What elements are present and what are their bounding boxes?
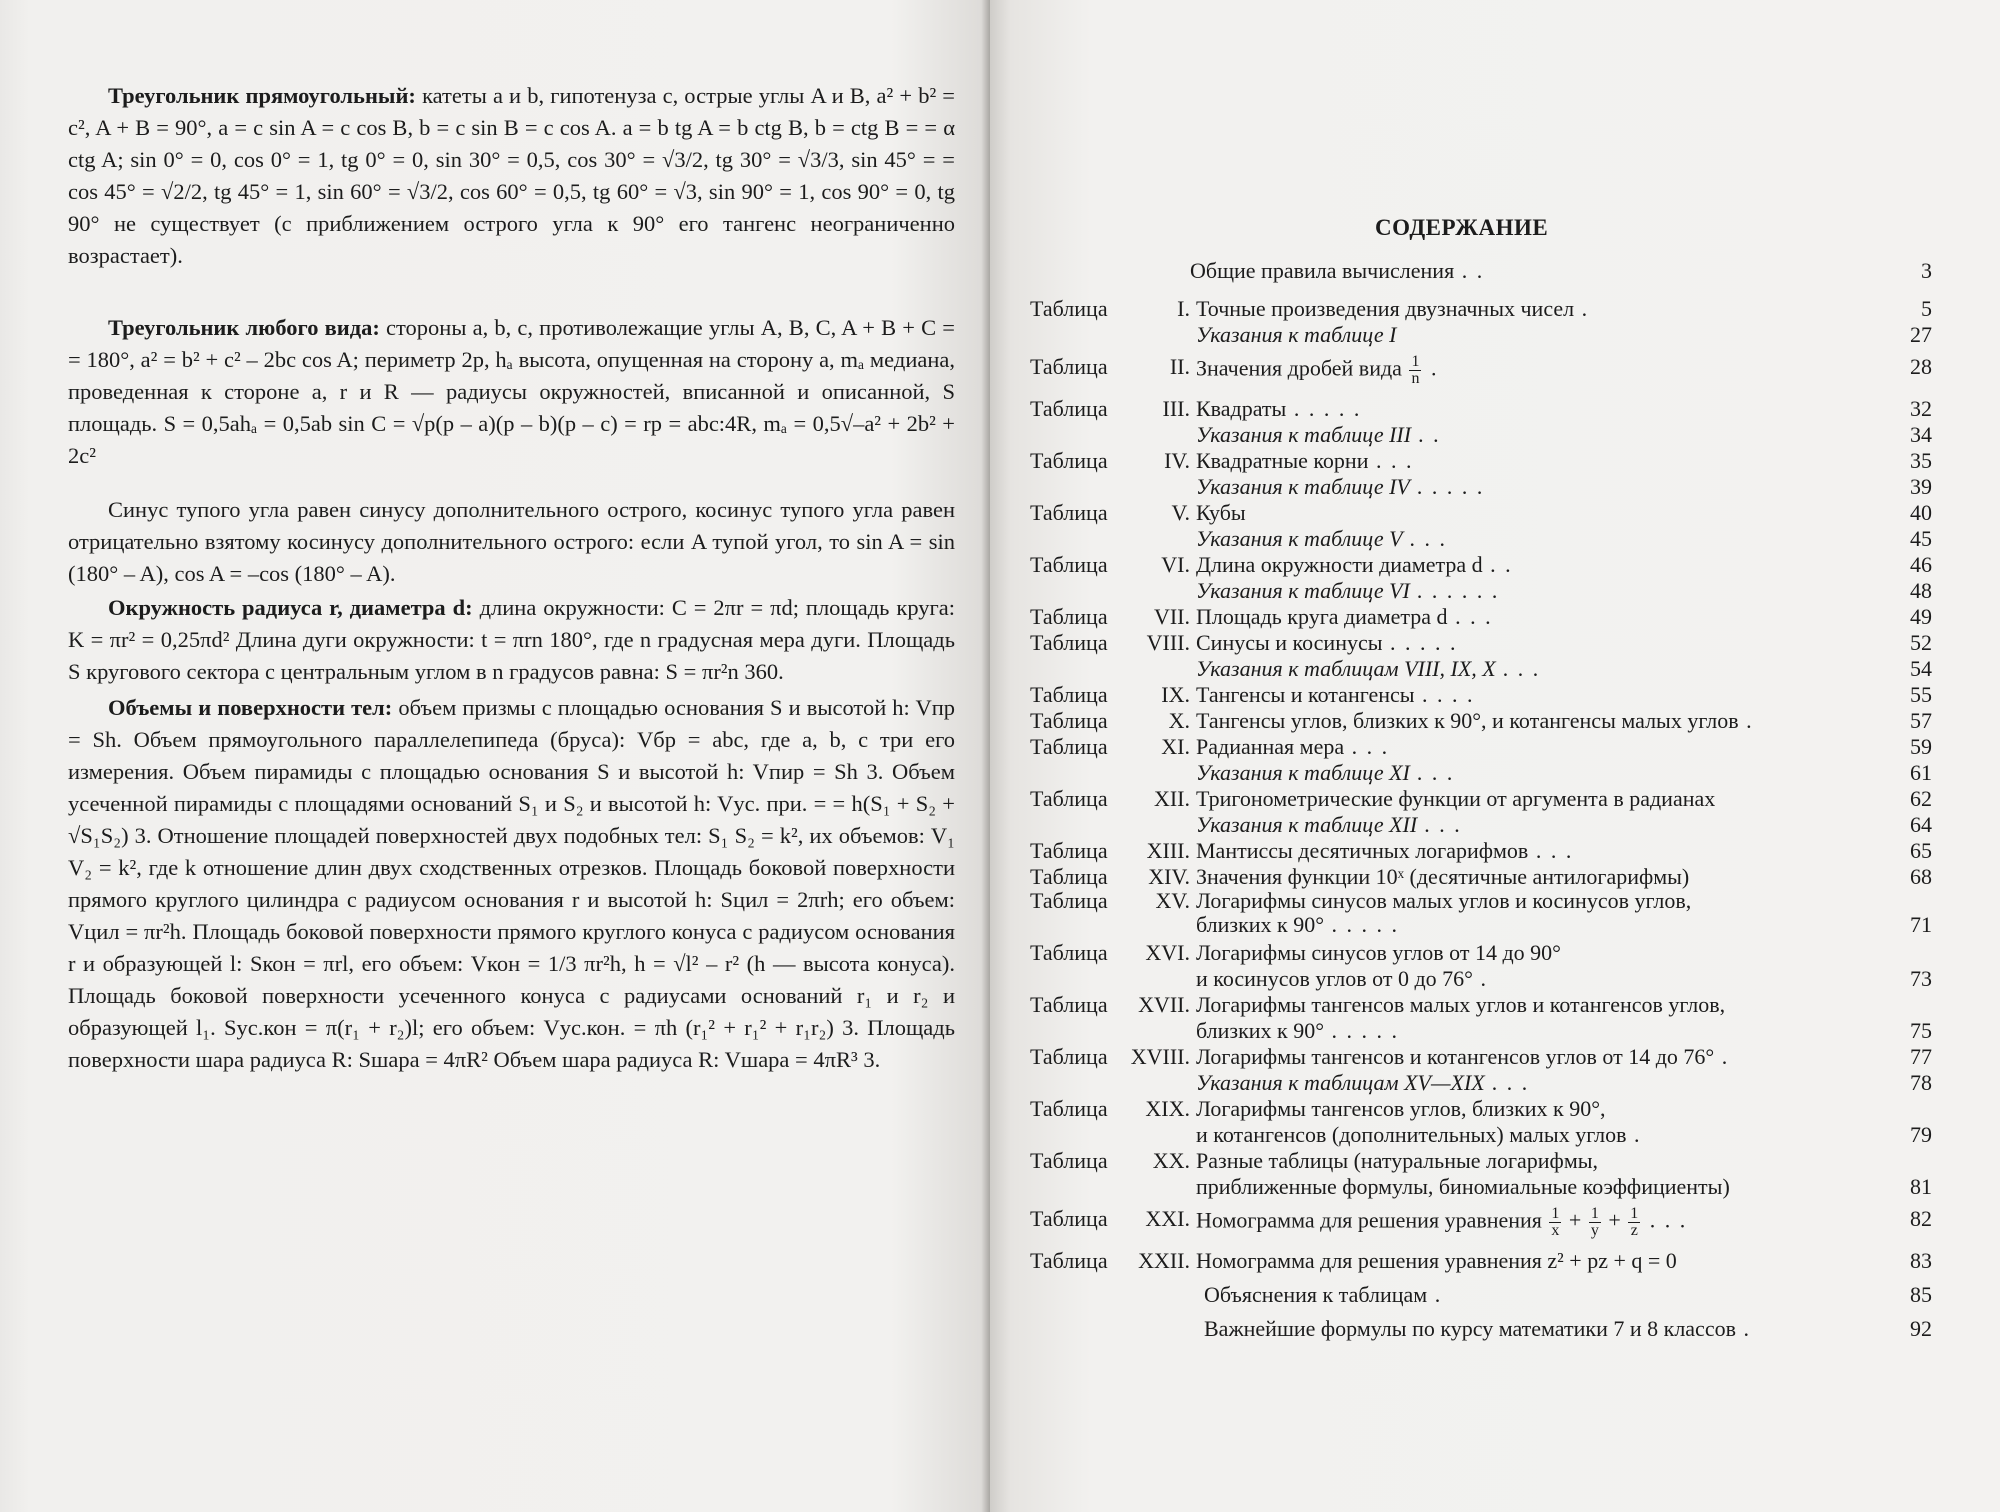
text-volumes: объем призмы с площадью основания S и высотой h: Vпр = Sh. Объем прямоугольного параллелепипеда (бруса): Vбр = abc, где a, b, c три его измерения. Объем пирамиды с площадью основания S и высотой h: Vпир = Sh 3. Объем усеченной пирамиды с площадями оснований S₁ и S₂ и высотой h: Vус. при. = = h(S₁ + S₂ + √S₁S₂) 3. Отношение площадей поверхностей двух подобных тел: S₁ S₂ = k², их объемов: V₁ V₂ = k², где k отношение длин двух сходственных отрезков. Площадь боковой поверхности прямого круглого цилиндра с радиусом основания r и высотой h: Sцил = 2πrh; его объем: Vцил = πr²h. Площадь боковой поверхности прямого круглого конуса с радиусом основания r и образующей l: Sкон = πrl, его объем: Vкон = 1/3 πr²h, h = √l² – r² (h — высота конуса). Площадь боковой поверхности усеченного конуса с радиусами оснований r₁ и r₂ и образующей l₁. Sус.кон = π(r₁ + r₂)l; его объем: Vус.кон. = πh (r₁² + r₁² + r₁r₂) 3. Площадь поверхности шара радиуса R: Sшара = 4πR² Объем шара радиуса R: Vшара = 4πR³ 3. [68, 695, 955, 1072]
toc-entry-page: 85 [1910, 1282, 1932, 1307]
toc-entry-page: 27 [1910, 322, 1932, 347]
toc-leader-dots: . [1735, 1316, 1751, 1341]
toc-entry-label: Таблица [1030, 864, 1108, 889]
toc-entry-title: Квадратные корни [1196, 448, 1369, 473]
heading-any-triangle: Треугольник любого вида: [108, 315, 380, 340]
toc-entry-title: Общие правила вычисления [1190, 258, 1455, 283]
toc-entry-label: Таблица [1030, 552, 1108, 577]
toc-entry-number: IV. [1164, 448, 1190, 473]
toc-leader-dots: . . . [1409, 760, 1455, 785]
toc-entry-number: XVIII. [1130, 1044, 1190, 1069]
toc-leader-dots: . . . [1447, 604, 1493, 629]
toc-entry-label: Таблица [1030, 396, 1108, 421]
toc-entry-page: 40 [1910, 500, 1932, 525]
toc-entry-page: 5 [1921, 296, 1932, 321]
fraction-denominator: z [1630, 1222, 1638, 1239]
toc-entry-title: Номограмма для решения уравнения z² + pz + q = 0 [1196, 1248, 1677, 1273]
toc-entry-title: Значения функции 10ˣ (десятичные антилогарифмы) [1196, 864, 1690, 889]
toc-entry-number: XVII. [1138, 992, 1190, 1017]
toc-leader-dots: . [1427, 1282, 1443, 1307]
paragraph-volumes [68, 692, 955, 1076]
fraction [1549, 1206, 1561, 1239]
toc-entry-page: 48 [1910, 578, 1932, 603]
text-circle: длина окружности: C = 2πr = πd; площадь круга: K = πr² = 0,25πd² Длина дуги окружности: t = πrn 180°, где n градусная мера дуги. Площадь S кругового сектора с центральным углом в n градусов равна: S = πr²n 360. [68, 595, 955, 684]
toc-entry-page: 71 [1910, 912, 1932, 937]
toc-entry-number: XI. [1161, 734, 1190, 759]
toc-entry-title: Кубы [1196, 500, 1246, 525]
toc-entry-number: V. [1171, 500, 1190, 525]
fraction [1628, 1206, 1640, 1239]
toc-entry-page: 46 [1910, 552, 1932, 577]
toc-entry-title: Логарифмы синусов малых углов и косинусов углов, [1196, 888, 1692, 913]
toc-entry-label: Таблица [1030, 786, 1108, 811]
toc-entry-page: 55 [1910, 682, 1932, 707]
toc-entry-title: приближенные формулы, биномиальные коэффициенты) [1196, 1174, 1730, 1199]
toc-entry-page: 54 [1910, 656, 1932, 681]
toc-entry-title: Значения дробей вида [1196, 355, 1402, 381]
fraction-denominator: n [1411, 370, 1420, 387]
toc-entry-number: II. [1169, 354, 1190, 379]
toc-entry-page: 35 [1910, 448, 1932, 473]
toc-entry-page: 78 [1910, 1070, 1932, 1095]
toc-entry-number: XIV. [1148, 864, 1190, 889]
toc-entry-label: Таблица [1030, 1206, 1108, 1231]
toc-entry-number: XXI. [1145, 1206, 1190, 1231]
toc-entry-number: XXII. [1138, 1248, 1190, 1273]
toc-entry-page: 57 [1910, 708, 1932, 733]
toc-entry-title: Точные произведения двузначных чисел [1196, 296, 1575, 321]
toc-leader-dots: . [1626, 1122, 1642, 1147]
toc-leader-dots: . . . [1402, 526, 1448, 551]
toc-entry-title: Указания к таблице III [1196, 422, 1412, 447]
toc-entry-title: близких к 90° [1196, 912, 1325, 937]
toc-entry-page: 68 [1910, 864, 1932, 889]
toc-leader-dots: . . . [1642, 1207, 1688, 1233]
toc-entry-title: близких к 90° [1196, 1018, 1325, 1043]
toc-entry-label: Таблица [1030, 708, 1108, 733]
toc-entry-label: Таблица [1030, 354, 1108, 379]
toc-entry-label: Таблица [1030, 1096, 1108, 1121]
toc-leader-dots: . . . . . [1324, 1018, 1400, 1043]
toc-leader-dots: . . [1482, 552, 1513, 577]
toc-entry-title: Радианная мера [1196, 734, 1345, 759]
toc-leader-dots: . . . . . [1286, 396, 1362, 421]
toc-entry-title: Важнейшие формулы по курсу математики 7 и 8 классов [1204, 1316, 1736, 1341]
toc-leader-dots: . [1472, 966, 1488, 991]
toc-leader-dots: . . [1411, 422, 1442, 447]
toc-entry-page: 39 [1910, 474, 1932, 499]
toc-entry-title: Указания к таблице XII [1196, 812, 1418, 837]
text-obtuse-angle: Синус тупого угла равен синусу дополнительного острого, косинус тупого угла равен отрицательно взятому косинусу дополнительного острого: если A тупой угол, то sin A = sin (180° – A), cos A = –cos (180° – A). [68, 497, 955, 586]
toc-entry-number: XVI. [1145, 940, 1190, 965]
paragraph-right-triangle [68, 80, 955, 272]
toc-entry-page: 92 [1910, 1316, 1932, 1341]
toc-entry-title: Логарифмы тангенсов малых углов и котангенсов углов, [1196, 992, 1726, 1017]
toc-entry-title: Тангенсы и котангенсы [1196, 682, 1415, 707]
toc-entry-page: 82 [1910, 1206, 1932, 1231]
toc-leader-dots: . . . . . [1382, 630, 1458, 655]
toc-entry-title: Разные таблицы (натуральные логарифмы, [1196, 1148, 1599, 1173]
toc-leader-dots: . . . [1344, 734, 1390, 759]
toc-leader-dots: . . . [1417, 812, 1463, 837]
toc-entry-page: 28 [1910, 354, 1932, 379]
toc-entry-page: 73 [1910, 966, 1932, 991]
toc-entry-label: Таблица [1030, 734, 1108, 759]
toc-entry-title: Указания к таблице IV [1196, 474, 1410, 499]
toc-entry-page: 75 [1910, 1018, 1932, 1043]
fraction [1589, 1206, 1601, 1239]
paragraph-circle [68, 592, 955, 688]
toc-entry-page: 34 [1910, 422, 1932, 447]
toc-entry-page: 83 [1910, 1248, 1932, 1273]
toc-entry-number: VIII. [1146, 630, 1190, 655]
toc-entry-label: Таблица [1030, 630, 1108, 655]
toc-leader-dots: . [1714, 1044, 1730, 1069]
toc-leader-dots: . [1574, 296, 1590, 321]
toc-entry-title: Синусы и косинусы [1196, 630, 1383, 655]
toc-entry-page: 62 [1910, 786, 1932, 811]
toc-entry-label: Таблица [1030, 888, 1108, 913]
toc-leader-dots: . . . [1484, 1070, 1530, 1095]
toc-entry-page: 65 [1910, 838, 1932, 863]
toc-entry-title: Указания к таблицам VIII, IX, X [1196, 656, 1496, 681]
toc-entry-title: Указания к таблице V [1196, 526, 1403, 551]
toc-entry-page: 77 [1910, 1044, 1932, 1069]
toc-entry-title: Указания к таблице VI [1196, 578, 1410, 603]
toc-entry-number: XIX. [1145, 1096, 1190, 1121]
toc-entry-label: Таблица [1030, 1248, 1108, 1273]
toc-entry-label: Таблица [1030, 992, 1108, 1017]
toc-entry-page: 81 [1910, 1174, 1932, 1199]
toc-leader-dots: . [1423, 355, 1439, 381]
toc-entry-title: Логарифмы синусов углов от 14 до 90° [1196, 940, 1561, 965]
toc-entry-title: Длина окружности диаметра d [1196, 552, 1483, 577]
toc-leader-dots: . [1738, 708, 1754, 733]
toc-entry-title: Номограмма для решения уравнения [1196, 1207, 1542, 1233]
fraction-numerator: 1 [1411, 353, 1420, 370]
toc-entry-title: и котангенсов (дополнительных) малых углов [1196, 1122, 1627, 1147]
toc-leader-dots: . . . [1528, 838, 1574, 863]
toc-entry-number: XIII. [1146, 838, 1190, 863]
paragraph-obtuse-angle [68, 494, 955, 590]
toc-entry-number: XX. [1152, 1148, 1190, 1173]
toc-entry-title: Объяснения к таблицам [1204, 1282, 1428, 1307]
toc-entry-label: Таблица [1030, 296, 1108, 321]
toc-entry-title: Логарифмы тангенсов углов, близких к 90°, [1196, 1096, 1606, 1121]
heading-volumes: Объемы и поверхности тел: [108, 695, 393, 720]
heading-circle: Окружность радиуса r, диаметра d: [108, 595, 473, 620]
toc-entry-page: 59 [1910, 734, 1932, 759]
toc-entry-page: 79 [1910, 1122, 1932, 1147]
toc-entry-number: III. [1162, 396, 1190, 421]
text-right-triangle: катеты a и b, гипотенуза c, острые углы A и B, a² + b² = c², A + B = 90°, a = c sin A = c cos B, b = c sin B = c cos A. a = b tg A = b ctg B, b = ctg B = = α ctg A; sin 0° = 0, cos 0° = 1, tg 0° = 0, sin 30° = 0,5, cos 30° = √3/2, tg 30° = √3/3, sin 45° = = cos 45° = √2/2, tg 45° = 1, sin 60° = √3/2, cos 60° = 0,5, tg 60° = √3, sin 90° = 1, cos 90° = 0, tg 90° не существует (с приближением острого угла к 90° его тангенс неограниченно возрастает). [68, 83, 955, 268]
toc-entry-page: 45 [1910, 526, 1932, 551]
toc-leader-dots: . . [1454, 258, 1485, 283]
toc-leader-dots: . . . [1495, 656, 1541, 681]
toc-entry-title: Тригонометрические функции от аргумента в радианах [1196, 786, 1716, 811]
fraction-denominator: x [1551, 1222, 1560, 1239]
toc-entry-title: Логарифмы тангенсов и котангенсов углов от 14 до 76° [1196, 1044, 1715, 1069]
toc-entry-label: Таблица [1030, 940, 1108, 965]
fraction-denominator: y [1590, 1222, 1599, 1239]
fraction-numerator: 1 [1590, 1205, 1599, 1222]
toc-entry-number: XII. [1153, 786, 1190, 811]
toc-entry-number: XV. [1155, 888, 1190, 913]
left-page [0, 0, 990, 1512]
toc-entry-number: VII. [1153, 604, 1190, 629]
toc-leader-dots: . . . [1368, 448, 1414, 473]
toc-leader-dots: . . . . [1414, 682, 1475, 707]
toc-entry-label: Таблица [1030, 448, 1108, 473]
toc-entry-label: Таблица [1030, 1148, 1108, 1173]
heading-right-triangle: Треугольник прямоугольный: [108, 83, 416, 108]
toc-entry-label: Таблица [1030, 500, 1108, 525]
paragraph-any-triangle [68, 312, 955, 472]
toc-entry-label: Таблица [1030, 838, 1108, 863]
toc-entry-page: 61 [1910, 760, 1932, 785]
toc-entry-label: Таблица [1030, 604, 1108, 629]
toc-entry-page: 49 [1910, 604, 1932, 629]
toc-entry-title: Площадь круга диаметра d [1196, 604, 1448, 629]
toc-entry-number: VI. [1161, 552, 1190, 577]
toc-entry-title: Указания к таблице XI [1196, 760, 1410, 785]
fraction-numerator: 1 [1630, 1205, 1639, 1222]
toc-entry-page: 64 [1910, 812, 1932, 837]
toc-entry-label: Таблица [1030, 682, 1108, 707]
toc-entry-number: IX. [1161, 682, 1190, 707]
toc-entry-title: Мантиссы десятичных логарифмов [1196, 838, 1529, 863]
toc-leader-dots: . . . . . [1324, 912, 1400, 937]
fraction-numerator: 1 [1551, 1205, 1560, 1222]
fraction [1409, 354, 1421, 387]
toc-entry-title: Указания к таблицам XV—XIX [1196, 1070, 1485, 1095]
toc-entry-label: Таблица [1030, 1044, 1108, 1069]
toc-entry-page: 32 [1910, 396, 1932, 421]
toc-entry-page: 3 [1921, 258, 1932, 283]
toc-heading: СОДЕРЖАНИЕ [1375, 215, 1549, 240]
toc-entry-title: Квадраты [1196, 396, 1287, 421]
toc-entry-title: и косинусов углов от 0 до 76° [1196, 966, 1473, 991]
toc-entry-page: 52 [1910, 630, 1932, 655]
toc-entry-title: Указания к таблице I [1196, 322, 1397, 347]
toc-entry-number: X. [1168, 708, 1190, 733]
text-any-triangle: стороны a, b, c, противолежащие углы A, B, C, A + B + C = = 180°, a² = b² + c² – 2bc cos A; периметр 2p, hₐ высота, опущенная на сторону a, mₐ медиана, проведенная к стороне a, r и R — радиусы окружностей, вписанной и описанной, S площадь. S = 0,5ahₐ = 0,5ab sin C = √p(p – a)(p – b)(p – c) = rp = abc:4R, mₐ = 0,5√–a² + 2b² + 2c² [68, 315, 955, 468]
toc-leader-dots: . . . . . . [1409, 578, 1500, 603]
toc-entry-title: Тангенсы углов, близких к 90°, и котангенсы малых углов [1196, 708, 1739, 733]
toc-leader-dots: . . . . . [1409, 474, 1485, 499]
toc-entry-number: I. [1177, 296, 1190, 321]
